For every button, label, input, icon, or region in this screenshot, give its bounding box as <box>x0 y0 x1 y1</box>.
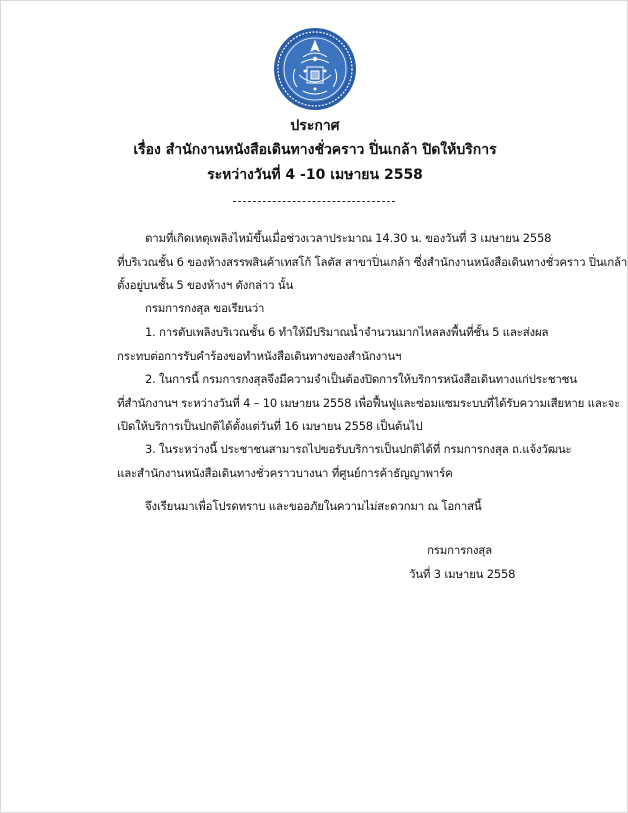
closing-statement: จึงเรียนมาเพื่อโปรดทราบ และขออภัยในความไม่สะดวกมา ณ โอกาสนี้ <box>145 499 482 513</box>
item2-line-1: 2. ในการนี้ กรมการกงสุลจึงมีความจำเป็นต้องปิดการให้บริการหนังสือเดินทางแก่ประชาชน <box>145 372 577 386</box>
item3-line-2: และสำนักงานหนังสือเดินทางชั่วคราวบางนา ที่ศูนย์การค้าธัญญาพาร์ค <box>117 466 453 480</box>
item1-line-1: 1. การดับเพลิงบริเวณชั้น 6 ทำให้มีปริมาณน้ำจำนวนมากไหลลงพื้นที่ชั้น 5 และส่งผล <box>145 325 549 339</box>
separator-line <box>233 201 395 202</box>
department-statement: กรมการกงสุล ขอเรียนว่า <box>145 301 265 315</box>
item2-line-3: เปิดให้บริการเป็นปกติได้ตั้งแต่วันที่ 16 เมษายน 2558 เป็นต้นไป <box>117 419 423 433</box>
intro-line-3: ตั้งอยู่บนชั้น 5 ของห้างฯ ดังกล่าว นั้น <box>117 278 294 292</box>
announcement-period: ระหว่างวันที่ 4 -10 เมษายน 2558 <box>207 167 423 183</box>
item2-line-2: ที่สำนักงานฯ ระหว่างวันที่ 4 – 10 เมษายน 2558 เพื่อฟื้นฟูและซ่อมแซมระบบที่ได้รับความเสียหาย และจะ <box>117 396 621 410</box>
item3-line-1: 3. ในระหว่างนี้ ประชาชนสามารถไปขอรับบริการเป็นปกติได้ที่ กรมการกงสุล ถ.แจ้งวัฒนะ <box>145 442 572 456</box>
item1-line-2: กระทบต่อการรับคำร้องขอทำหนังสือเดินทางของสำนักงานฯ <box>117 349 402 363</box>
announcement-subject: เรื่อง สำนักงานหนังสือเดินทางชั่วคราว ปิ่นเกล้า ปิดให้บริการ <box>133 142 497 158</box>
signature-department: กรมการกงสุล <box>427 543 492 557</box>
intro-line-1: ตามที่เกิดเหตุเพลิงไหม้ขึ้นเมื่อช่วงเวลาประมาณ 14.30 น. ของวันที่ 3 เมษายน 2558 <box>145 231 552 245</box>
signature-date: วันที่ 3 เมษายน 2558 <box>409 567 516 581</box>
government-seal-icon <box>273 27 357 111</box>
intro-line-2: ที่บริเวณชั้น 6 ของห้างสรรพสินค้าเทสโก้ โลตัส สาขาปิ่นเกล้า ซึ่งสำนักงานหนังสือเดินทางชั่วคราว ปิ่นเกล้า <box>117 255 628 269</box>
announcement-title: ประกาศ <box>290 118 340 134</box>
